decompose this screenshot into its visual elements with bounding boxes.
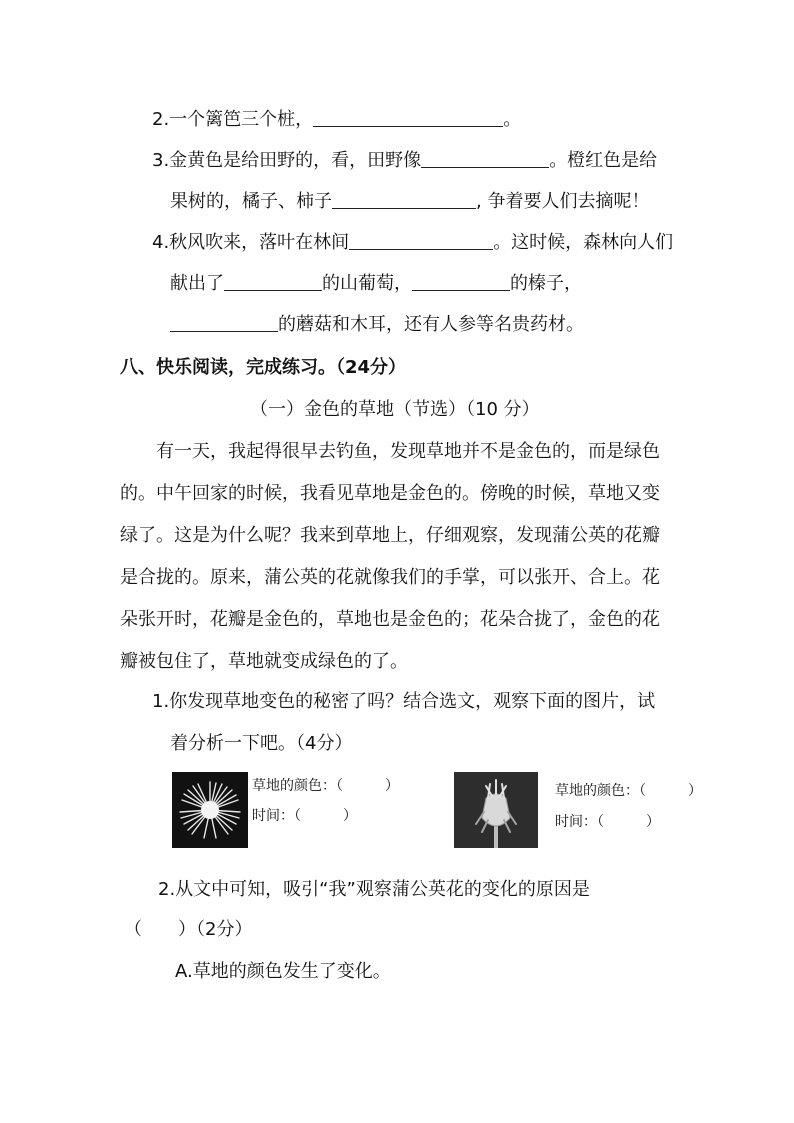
passage-line: 瓣被包住了，草地就变成绿色的了。 <box>120 651 408 672</box>
answer-blank[interactable] <box>332 190 476 209</box>
answer-blank[interactable] <box>170 313 278 332</box>
answer-blank[interactable] <box>313 108 503 127</box>
fig2-color-label: 草地的颜色：（ ） <box>555 783 702 799</box>
dandelion-closed-icon <box>454 772 538 848</box>
fig1-time-label: 时间：（ ） <box>252 808 357 824</box>
open-dandelion-photo <box>172 772 248 848</box>
q7-item3-line2: 果树的，橘子、柿子 , 争着要人们去摘呢！ <box>170 191 650 212</box>
fig1-color-label: 草地的颜色：（ ） <box>252 778 399 794</box>
fig2-time-label: 时间：（ ） <box>555 814 660 830</box>
question-1-line2: 着分析一下吧。（4分） <box>170 733 353 754</box>
dandelion-open-icon <box>172 772 248 848</box>
q7-item2: 2.一个篱笆三个桩， 。 <box>152 109 522 130</box>
q7-item4-line3: 的蘑菇和木耳，还有人参等名贵药材。 <box>170 313 584 337</box>
question-1-line1: 1.你发现草地变色的秘密了吗？结合选文，观察下面的图片，试 <box>152 691 656 712</box>
passage-line: 绿了。这是为什么呢？我来到草地上，仔细观察，发现蒲公英的花瓣 <box>120 525 660 546</box>
passage-line: 的。中午回家的时候，我看见草地是金色的。傍晚的时候，草地又变 <box>120 483 660 504</box>
answer-blank[interactable] <box>421 149 549 168</box>
q7-item4-line2: 献出了 的山葡萄， 的榛子， <box>170 273 582 294</box>
question-2-line1: 2.从文中可知，吸引“我”观察蒲公英花的变化的原因是 <box>158 879 590 900</box>
q7-item3-line1: 3.金黄色是给田野的，看，田野像 。橙红色是给 <box>152 150 658 171</box>
answer-blank[interactable] <box>224 272 322 291</box>
q7-item4-line1: 4.秋风吹来，落叶在林间 。这时候，森林向人们 <box>152 232 674 253</box>
question-2-option-a[interactable]: A.草地的颜色发生了变化。 <box>175 961 391 982</box>
passage-line: 朵张开时，花瓣是金色的，草地也是金色的；花朵合拢了，金色的花 <box>120 609 660 630</box>
answer-blank[interactable] <box>349 231 493 250</box>
passage-line: 是合拢的。原来，蒲公英的花就像我们的手掌，可以张开、合上。花 <box>120 567 660 588</box>
closed-dandelion-photo <box>454 772 538 848</box>
answer-blank[interactable] <box>412 272 510 291</box>
question-2-answer-paren[interactable]: （ ）（2分） <box>124 919 253 940</box>
passage-line: 有一天，我起得很早去钓鱼，发现草地并不是金色的，而是绿色 <box>156 441 660 462</box>
section-heading: 八、快乐阅读，完成练习。（24分） <box>120 357 407 378</box>
passage-title: （一）金色的草地（节选）（10 分） <box>250 399 540 420</box>
